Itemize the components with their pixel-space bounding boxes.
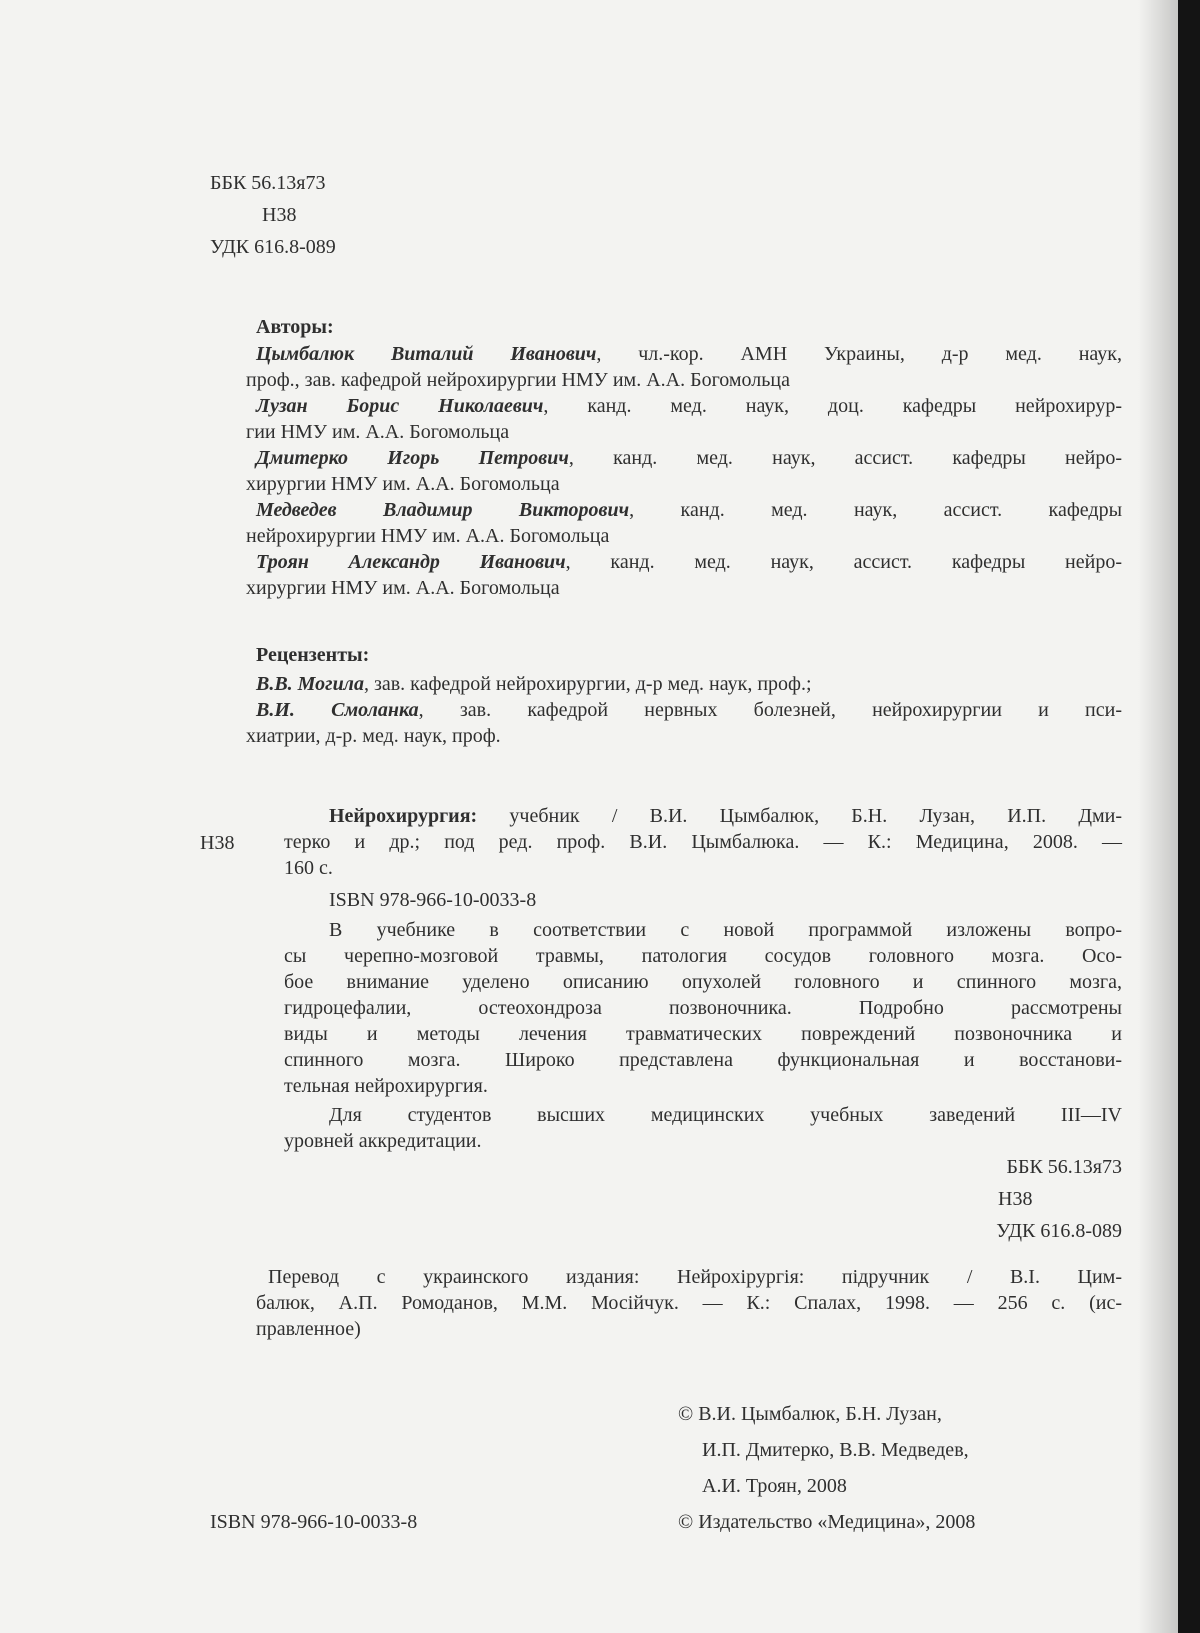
copyright-block [678, 1400, 975, 1536]
catalog-imprint: терко и др.; под ред. проф. В.И. Цымбалюка. — К.: Медицина, 2008. — [284, 829, 1122, 855]
author-line [256, 549, 1122, 575]
catalog-responsibility: учебник / В.И. Цымбалюк, Б.Н. Лузан, И.П. Дми- [477, 805, 1122, 827]
author-line [256, 393, 1122, 419]
author-name: Дмитерко Игорь Петрович [256, 447, 569, 469]
abstract-line: сы черепно-мозговой травмы, патология сосудов головного мозга. Осо- [284, 943, 1122, 969]
authors-section [256, 314, 1122, 601]
author-title: , канд. мед. наук, ассист. кафедры нейро- [569, 447, 1122, 469]
reviewer-title-continued: хиатрии, д-р. мед. наук, проф. [246, 723, 1122, 749]
reviewers-section [256, 642, 1122, 749]
author-affiliation: нейрохирургии НМУ им. А.А. Богомольца [246, 523, 1122, 549]
catalog-card [284, 803, 1122, 1154]
abstract-line: гидроцефалии, остеохондроза позвоночника. Подробно рассмотрены [284, 995, 1122, 1021]
bottom-isbn: ISBN 978-966-10-0033-8 [210, 1509, 417, 1535]
author-affiliation: проф., зав. кафедрой нейрохирургии НМУ им. А.А. Богомольца [246, 367, 1122, 393]
abstract-line: виды и методы лечения травматических повреждений позвоночника и [284, 1021, 1122, 1047]
top-author-sign: Н38 [210, 202, 336, 228]
catalog-audience [284, 1102, 1122, 1154]
author-title: , чл.-кор. АМН Украины, д-р мед. наук, [596, 343, 1122, 365]
author-name: Лузан Борис Николаевич [256, 395, 543, 417]
abstract-line: спинного мозга. Широко представлена функциональная и восстанови- [284, 1047, 1122, 1073]
book-page [0, 0, 1178, 1633]
catalog-abstract [284, 917, 1122, 1099]
copyright-authors-year: А.И. Троян, 2008 [678, 1472, 975, 1500]
abstract-line: тельная нейрохирургия. [284, 1073, 1122, 1099]
reviewer-name: В.И. Смоланка [256, 699, 419, 721]
catalog-title-line [284, 803, 1122, 829]
copyright-authors: © В.И. Цымбалюк, Б.Н. Лузан, [678, 1400, 975, 1428]
author-affiliation: хирургии НМУ им. А.А. Богомольца [246, 575, 1122, 601]
author-affiliation: хирургии НМУ им. А.А. Богомольца [246, 471, 1122, 497]
catalog-udk-code: УДК 616.8-089 [930, 1218, 1122, 1244]
author-name: Цымбалюк Виталий Иванович [256, 343, 596, 365]
reviewers-heading: Рецензенты: [256, 642, 1122, 668]
translation-line: правленное) [256, 1316, 1122, 1342]
catalog-isbn: ISBN 978-966-10-0033-8 [284, 887, 1122, 913]
author-line [256, 341, 1122, 367]
translation-note [256, 1264, 1122, 1342]
authors-heading: Авторы: [256, 314, 1122, 340]
abstract-line: бое внимание уделено описанию опухолей головного и спинного мозга, [284, 969, 1122, 995]
author-title: , канд. мед. наук, доц. кафедры нейрохирур- [543, 395, 1122, 417]
audience-line: уровней аккредитации. [284, 1128, 1122, 1154]
reviewer-line [256, 671, 1122, 697]
audience-line: Для студентов высших медицинских учебных заведений III—IV [284, 1102, 1122, 1128]
copyright-authors-continued: И.П. Дмитерко, В.В. Медведев, [678, 1436, 975, 1464]
abstract-line: В учебнике в соответствии с новой программой изложены вопро- [284, 917, 1122, 943]
translation-line: Перевод с украинского издания: Нейрохірургія: підручник / В.І. Цим- [268, 1264, 1122, 1290]
author-title: , канд. мед. наук, ассист. кафедры [629, 499, 1122, 521]
page-edge-shadow [1138, 0, 1178, 1633]
author-affiliation: гии НМУ им. А.А. Богомольца [246, 419, 1122, 445]
book-spine [1178, 0, 1200, 1633]
author-name: Медведев Владимир Викторович [256, 499, 629, 521]
reviewer-title: , зав. кафедрой нейрохирургии, д-р мед. наук, проф.; [364, 673, 812, 695]
top-codes [210, 170, 336, 260]
catalog-sign: Н38 [200, 830, 234, 856]
author-name: Троян Александр Иванович [256, 551, 566, 573]
author-line [256, 445, 1122, 471]
author-line [256, 497, 1122, 523]
top-bbk-code: ББК 56.13я73 [210, 170, 336, 196]
catalog-bbk-code: ББК 56.13я73 [930, 1154, 1122, 1180]
catalog-title: Нейрохирургия: [329, 805, 477, 827]
copyright-publisher: © Издательство «Медицина», 2008 [678, 1508, 975, 1536]
author-title: , канд. мед. наук, ассист. кафедры нейро- [566, 551, 1122, 573]
reviewer-title: , зав. кафедрой нервных болезней, нейрохирургии и пси- [419, 699, 1122, 721]
catalog-codes [930, 1154, 1122, 1244]
catalog-author-sign: Н38 [930, 1186, 1122, 1212]
catalog-pages: 160 с. [284, 855, 1122, 881]
reviewer-name: В.В. Могила [256, 673, 364, 695]
reviewer-line [256, 697, 1122, 723]
top-udk-code: УДК 616.8-089 [210, 234, 336, 260]
translation-line: балюк, А.П. Ромоданов, М.М. Мосійчук. — К.: Спалах, 1998. — 256 с. (ис- [256, 1290, 1122, 1316]
